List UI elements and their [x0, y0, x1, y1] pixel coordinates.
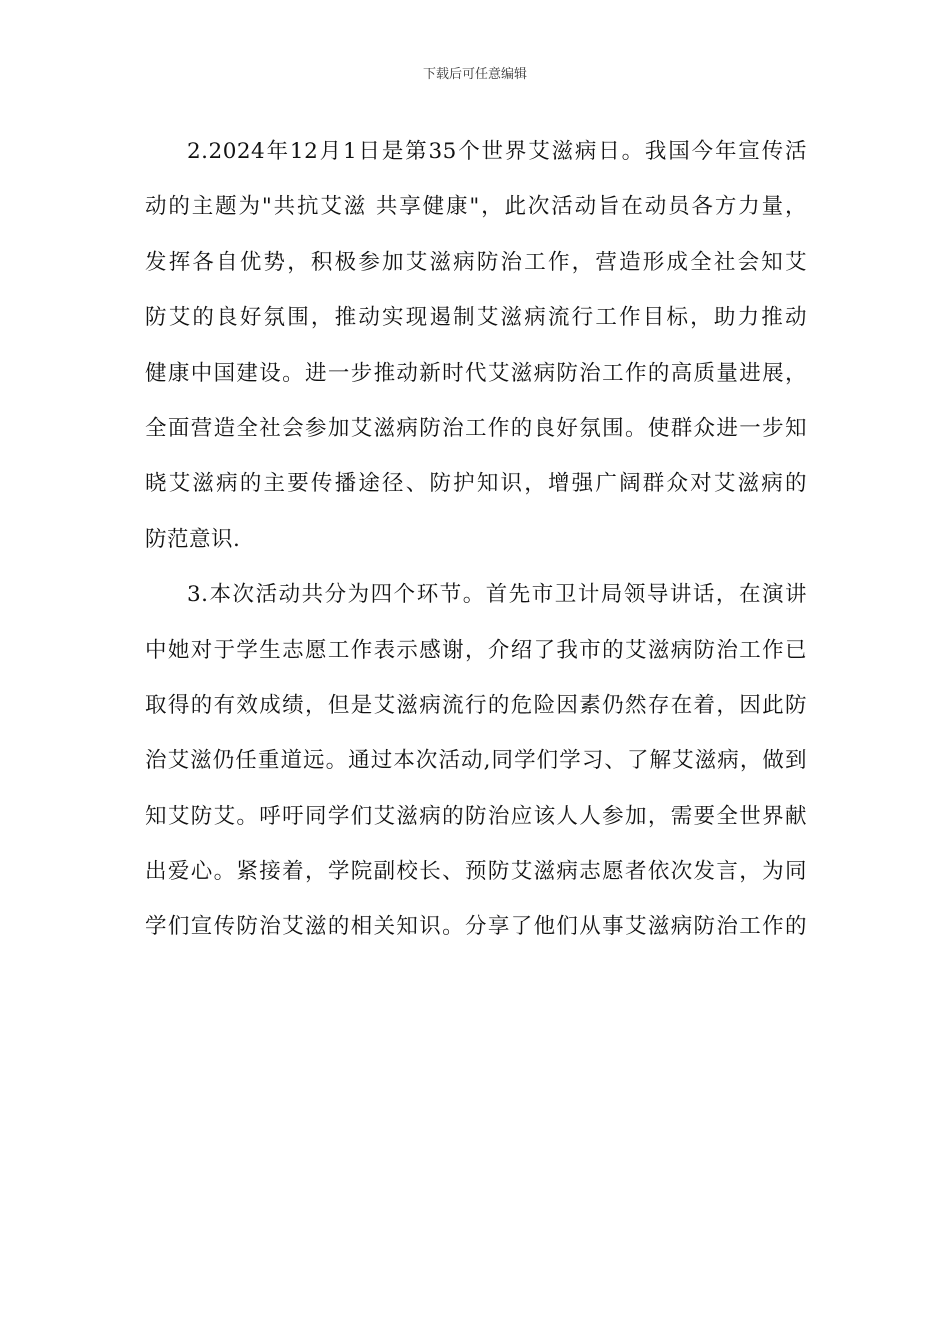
- text-line: 动的主题为"共抗艾滋 共享健康"，此次活动旨在动员各方力量，: [145, 194, 807, 220]
- text-line: 健康中国建设。进一步推动新时代艾滋病防治工作的高质量进展，: [145, 360, 807, 386]
- text-line: 2.2024年12月1日是第35个世界艾滋病日。我国今年宣传活: [187, 139, 807, 164]
- document-body: [145, 130, 807, 961]
- text-line: 3.本次活动共分为四个环节。首先市卫计局领导讲话，在演讲: [187, 582, 807, 608]
- text-line: 治艾滋仍任重道远。通过本次活动,同学们学习、了解艾滋病，做到: [145, 748, 807, 774]
- text-line: 防艾的良好氛围，推动实现遏制艾滋病流行工作目标，助力推动: [145, 305, 807, 331]
- text-line: 取得的有效成绩，但是艾滋病流行的危险因素仍然存在着，因此防: [145, 692, 807, 718]
- text-line: 知艾防艾。呼吁同学们艾滋病的防治应该人人参加，需要全世界献: [145, 803, 807, 829]
- text-line: 晓艾滋病的主要传播途径、防护知识，增强广阔群众对艾滋病的: [145, 471, 807, 497]
- text-line: 防范意识.: [145, 526, 241, 552]
- text-line: 全面营造全社会参加艾滋病防治工作的良好氛围。使群众进一步知: [145, 415, 807, 441]
- text-line: 发挥各自优势，积极参加艾滋病防治工作，营造形成全社会知艾: [145, 249, 807, 275]
- paragraph-3: [145, 573, 807, 961]
- text-line: 学们宣传防治艾滋的相关知识。分享了他们从事艾滋病防治工作的: [145, 914, 807, 940]
- text-line: 中她对于学生志愿工作表示感谢，介绍了我市的艾滋病防治工作已: [145, 637, 807, 663]
- text-line: 出爱心。紧接着，学院副校长、预防艾滋病志愿者依次发言，为同: [145, 859, 807, 885]
- page-header: 下载后可任意编辑: [422, 67, 527, 82]
- paragraph-2: [145, 130, 807, 573]
